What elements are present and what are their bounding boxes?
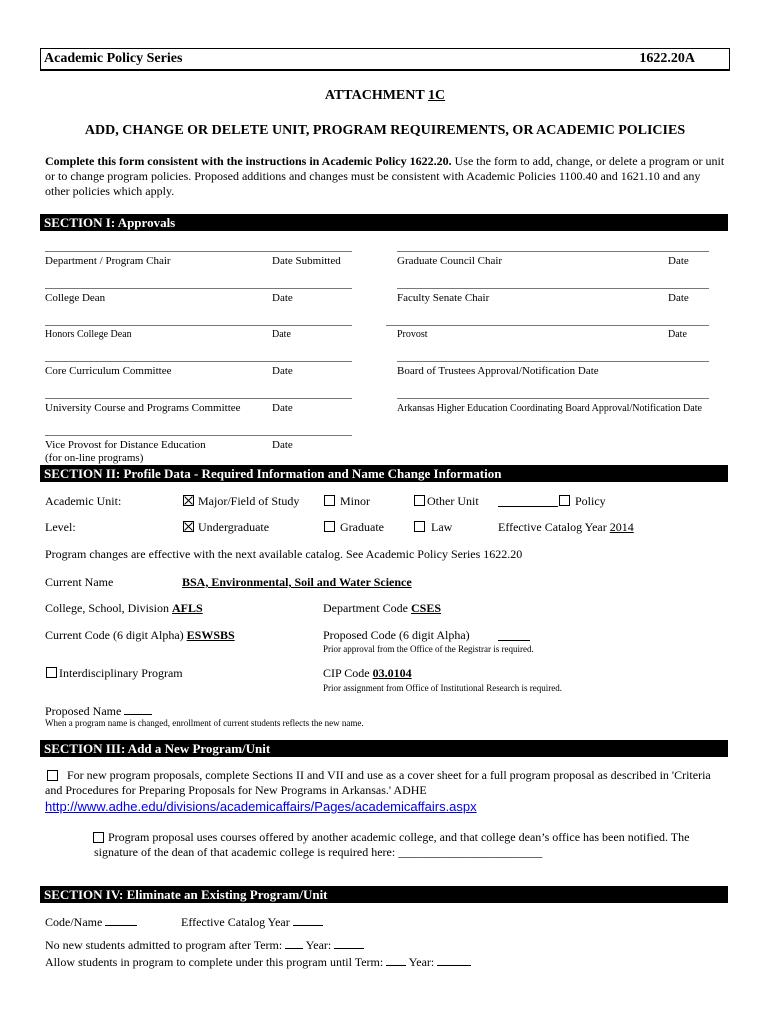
section-4-header: SECTION IV: Eliminate an Existing Program/Unit bbox=[40, 886, 728, 903]
academic-unit-label: Academic Unit: bbox=[45, 494, 122, 508]
approver-label: Department / Program Chair bbox=[45, 255, 171, 267]
department-code-field: Department Code CSES bbox=[323, 601, 442, 615]
approver-label: Core Curriculum Committee bbox=[45, 365, 172, 377]
complete-program-line: Allow students in program to complete under this program until Term: Year: bbox=[45, 955, 471, 970]
attachment-title: ATTACHMENT 1C bbox=[324, 88, 446, 103]
graduate-option-label: Graduate bbox=[340, 520, 384, 534]
date-label: Date bbox=[272, 402, 293, 414]
proposed-code-label: Proposed Code (6 digit Alpha) bbox=[323, 628, 470, 642]
signature-line[interactable] bbox=[45, 288, 352, 289]
law-option-label: Law bbox=[431, 520, 453, 534]
proposed-name-field: Proposed Name bbox=[45, 704, 152, 719]
other-unit-checkbox[interactable] bbox=[414, 495, 425, 506]
proposed-name-input[interactable] bbox=[124, 714, 152, 715]
new-program-instructions: For new program proposals, complete Sections II and VII and use as a cover sheet for a full program proposal as described in 'Criteria and Procedures for Preparing Proposals for New Programs in Arkansas.' ADHE bbox=[45, 768, 711, 797]
intro-text: Complete this form consistent with the instructions in Academic Policy 1622.20. Use the form to add, change, or delete a program or unit or to change program policies. Proposed additions and changes must be consistent with Academic Policies 1100.40 and 1621.10 and any other policies which apply. bbox=[45, 154, 725, 198]
elimination-catalog-year-field: Effective Catalog Year bbox=[181, 915, 323, 930]
proposed-code-field[interactable] bbox=[498, 640, 530, 641]
section-1-header: SECTION I: Approvals bbox=[40, 214, 728, 231]
signature-line[interactable] bbox=[397, 251, 709, 252]
major-checkbox[interactable] bbox=[183, 495, 194, 506]
catalog-year-field: Effective Catalog Year 2014 bbox=[498, 520, 634, 534]
code-name-input[interactable] bbox=[105, 925, 137, 926]
signature-line[interactable] bbox=[45, 398, 352, 399]
approver-label: Graduate Council Chair bbox=[397, 255, 503, 267]
elimination-catalog-year-input[interactable] bbox=[293, 925, 323, 926]
policy-checkbox[interactable] bbox=[559, 495, 570, 506]
proposed-name-note: When a program name is changed, enrollment of current students reflects the new name. bbox=[45, 718, 364, 728]
date-label: Date bbox=[272, 439, 293, 451]
undergraduate-option-label: Undergraduate bbox=[198, 520, 270, 534]
signature-line[interactable] bbox=[45, 435, 352, 436]
signature-line[interactable] bbox=[45, 251, 352, 252]
current-code-field: Current Code (6 digit Alpha) ESWSBS bbox=[45, 628, 235, 642]
approver-label: Board of Trustees Approval/Notification Date bbox=[397, 365, 599, 377]
signature-line[interactable] bbox=[397, 361, 709, 362]
date-label: Date bbox=[272, 365, 293, 377]
date-label: Date bbox=[272, 329, 291, 340]
proposed-code-note: Prior approval from the Office of the Registrar is required. bbox=[323, 644, 534, 654]
section-2-header: SECTION II: Profile Data - Required Information and Name Change Information bbox=[40, 465, 728, 482]
signature-line[interactable] bbox=[45, 325, 352, 326]
cip-code-note: Prior assignment from Office of Institutional Research is required. bbox=[323, 683, 563, 693]
approver-label: Honors College Dean bbox=[45, 329, 132, 340]
approver-sublabel: (for on-line programs) bbox=[45, 452, 144, 464]
current-name-value[interactable]: BSA, Environmental, Soil and Water Science bbox=[182, 575, 412, 589]
college-value[interactable]: AFLS bbox=[172, 601, 203, 615]
complete-year-input[interactable] bbox=[437, 965, 471, 966]
complete-term-input[interactable] bbox=[386, 965, 406, 966]
interdisciplinary-label: Interdisciplinary Program bbox=[59, 666, 183, 680]
undergraduate-checkbox[interactable] bbox=[183, 521, 194, 532]
section-3-header: SECTION III: Add a New Program/Unit bbox=[40, 740, 728, 757]
no-new-term-input[interactable] bbox=[285, 948, 303, 949]
other-unit-option-label: Other Unit bbox=[427, 494, 479, 508]
no-new-students-line: No new students admitted to program after Term: Year: bbox=[45, 938, 364, 953]
major-option-label: Major/Field of Study bbox=[198, 494, 300, 508]
minor-checkbox[interactable] bbox=[324, 495, 335, 506]
signature-line[interactable] bbox=[397, 398, 709, 399]
approver-label: College Dean bbox=[45, 292, 106, 304]
college-field: College, School, Division AFLS bbox=[45, 601, 203, 615]
approver-label: University Course and Programs Committee bbox=[45, 402, 241, 414]
date-label: Date bbox=[272, 292, 293, 304]
date-label: Date bbox=[668, 255, 689, 267]
approver-label: Faculty Senate Chair bbox=[397, 292, 490, 304]
adhe-link[interactable]: http://www.adhe.edu/divisions/academicaffairs/Pages/academicaffairs.aspx bbox=[45, 799, 477, 814]
attachment-code: 1C bbox=[427, 88, 446, 103]
other-unit-field[interactable] bbox=[498, 506, 558, 507]
policy-number: 1622.20A bbox=[639, 51, 695, 66]
current-code-value[interactable]: ESWSBS bbox=[186, 628, 235, 642]
shared-courses-text: Program proposal uses courses offered by another academic college, and that college dean’s office has been notified. The signature of the dean of that academic college is required here: ________________________ bbox=[94, 830, 690, 859]
page-title: ADD, CHANGE OR DELETE UNIT, PROGRAM REQUIREMENTS, OR ACADEMIC POLICIES bbox=[84, 123, 686, 138]
cip-code-field: CIP Code 03.0104 bbox=[323, 666, 412, 680]
signature-line[interactable] bbox=[45, 361, 352, 362]
current-name-label: Current Name bbox=[45, 575, 114, 589]
effective-note: Program changes are effective with the next available catalog. See Academic Policy Series 1622.20 bbox=[45, 547, 523, 561]
level-label: Level: bbox=[45, 520, 76, 534]
approver-label: Vice Provost for Distance Education bbox=[45, 439, 206, 451]
policy-option-label: Policy bbox=[575, 494, 606, 508]
signature-line[interactable] bbox=[386, 325, 709, 326]
law-checkbox[interactable] bbox=[414, 521, 425, 532]
approver-label: Arkansas Higher Education Coordinating Board Approval/Notification Date bbox=[397, 403, 702, 414]
approver-label: Provost bbox=[397, 329, 428, 340]
no-new-year-input[interactable] bbox=[334, 948, 364, 949]
department-code-value[interactable]: CSES bbox=[410, 601, 442, 615]
graduate-checkbox[interactable] bbox=[324, 521, 335, 532]
minor-option-label: Minor bbox=[340, 494, 370, 508]
code-name-field: Code/Name bbox=[45, 915, 137, 930]
date-label: Date bbox=[668, 329, 687, 340]
signature-line[interactable] bbox=[397, 288, 709, 289]
series-title: Academic Policy Series bbox=[44, 51, 183, 66]
cip-code-value[interactable]: 03.0104 bbox=[372, 666, 412, 680]
date-label: Date bbox=[668, 292, 689, 304]
date-label: Date Submitted bbox=[272, 255, 341, 267]
catalog-year-value[interactable]: 2014 bbox=[609, 520, 634, 534]
document-header bbox=[40, 48, 730, 71]
interdisciplinary-checkbox[interactable] bbox=[46, 667, 57, 678]
